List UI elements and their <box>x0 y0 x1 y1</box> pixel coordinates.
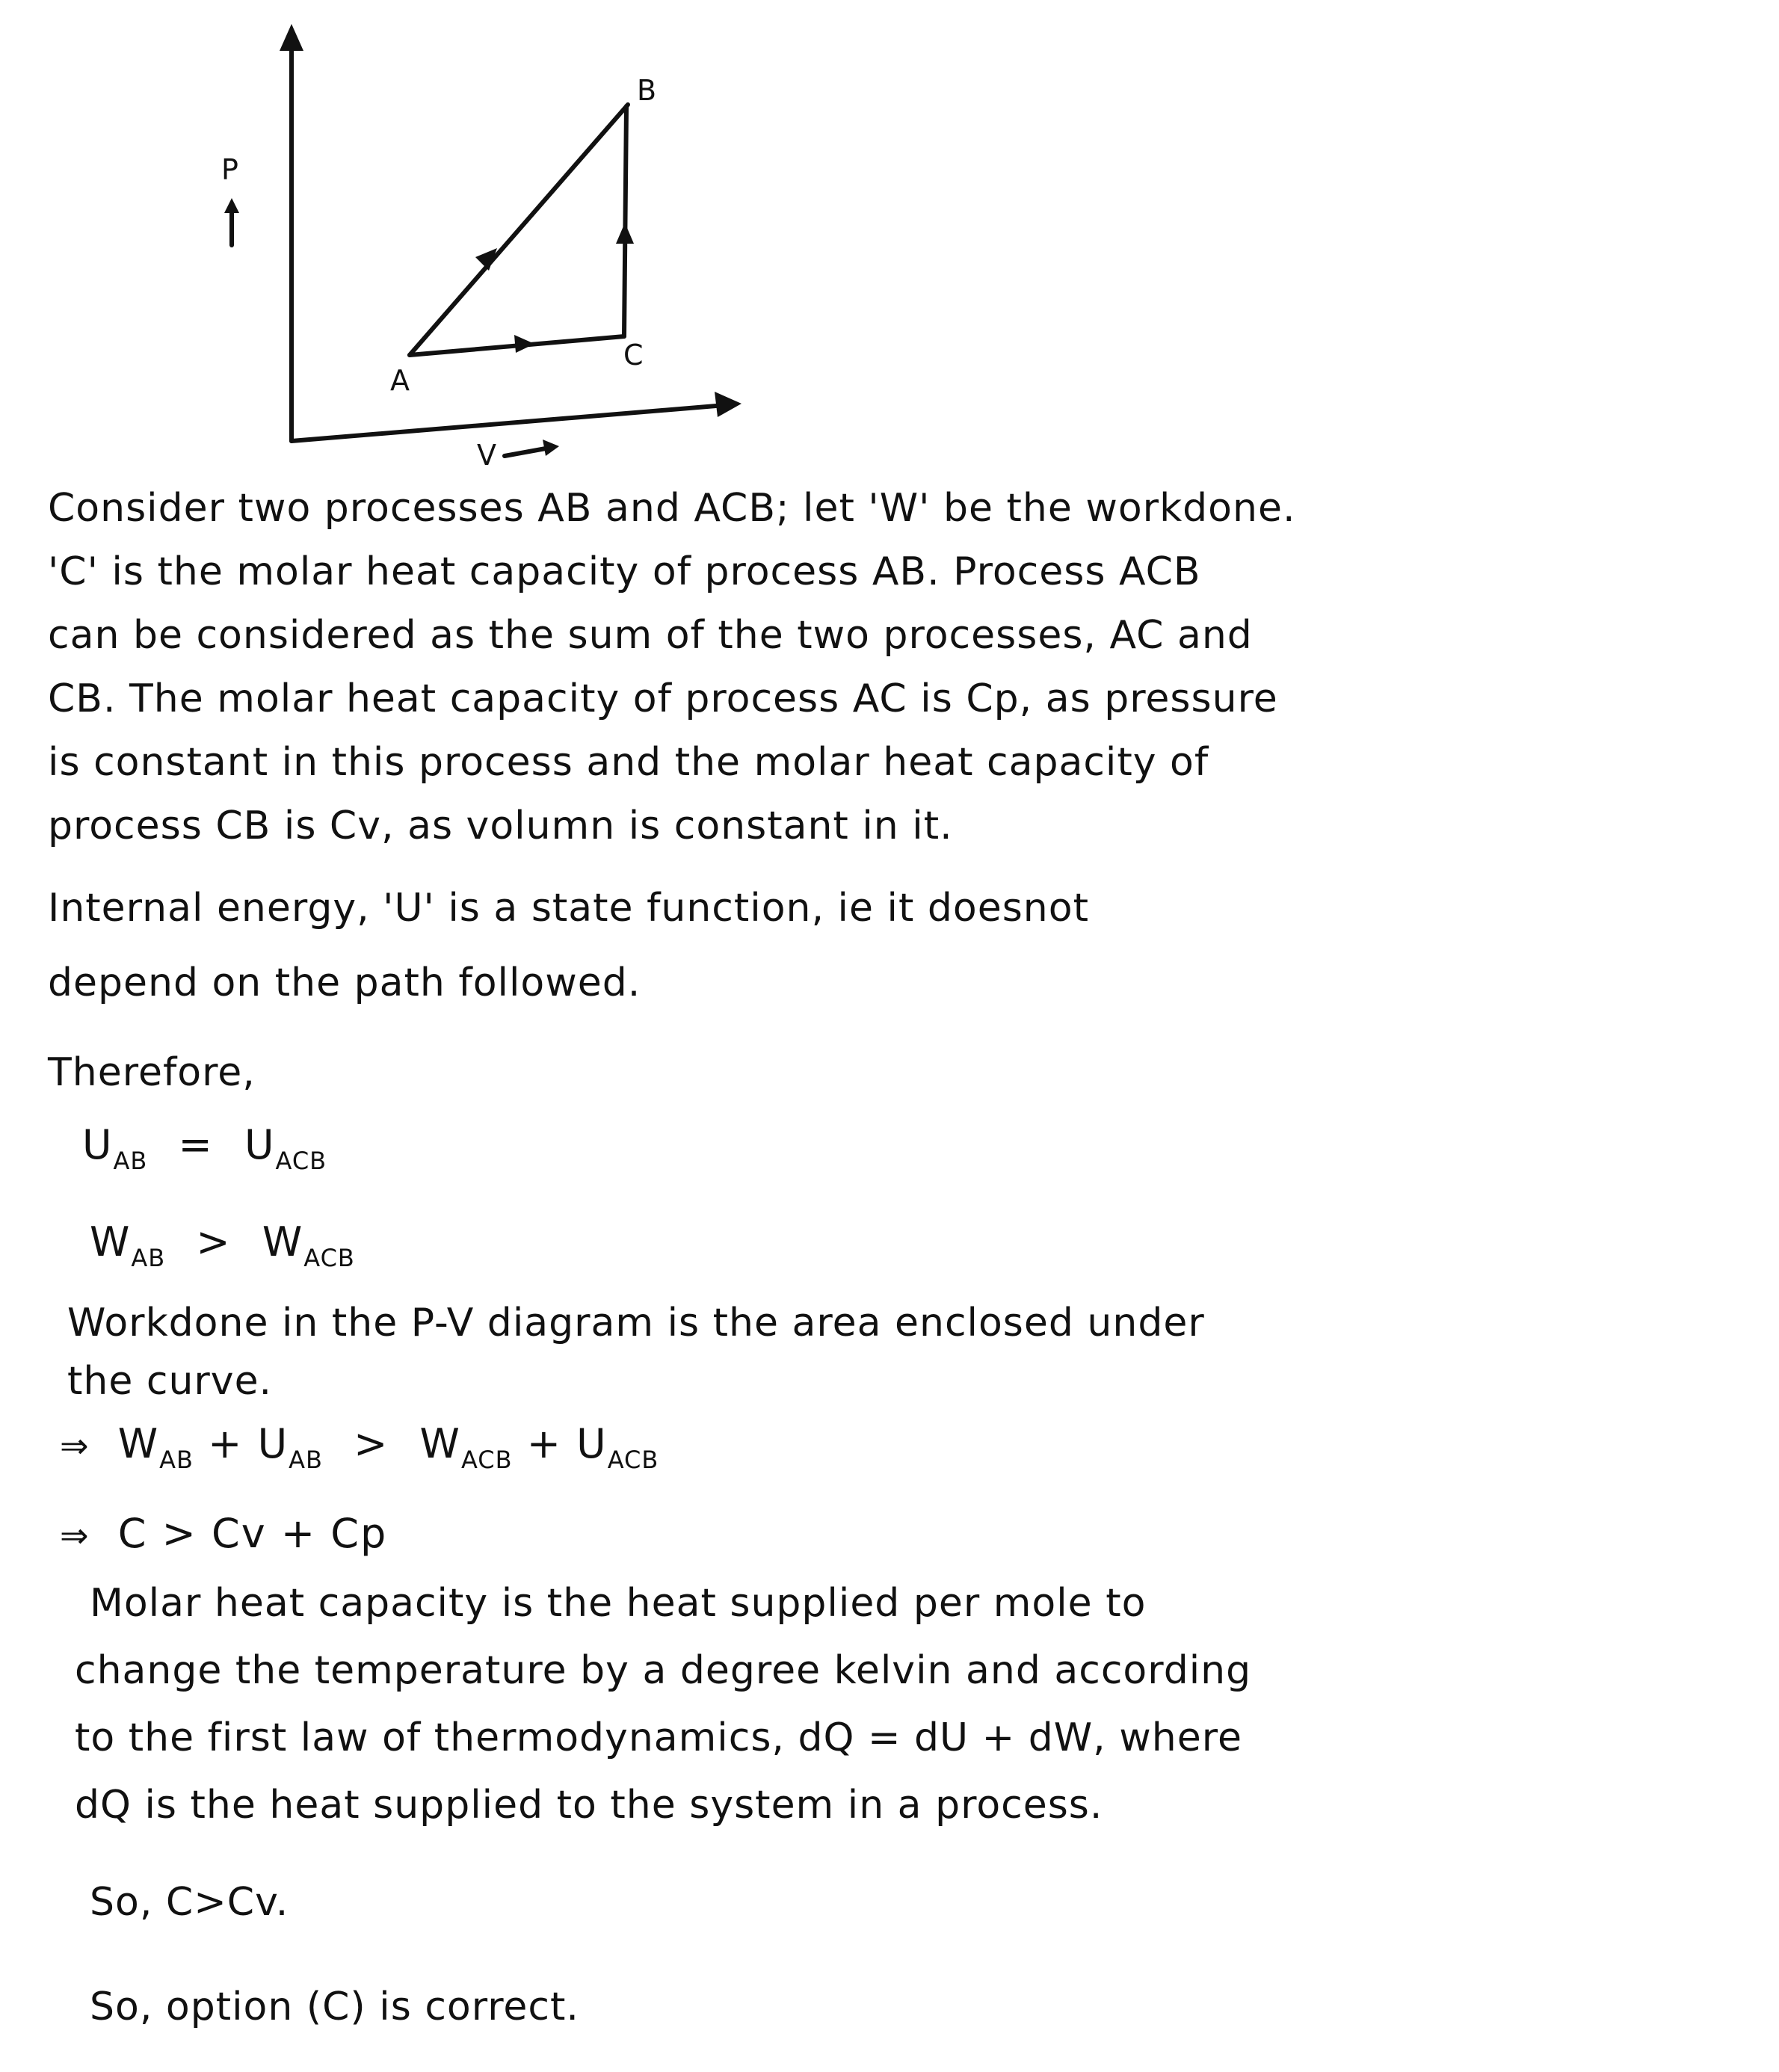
paragraph-4-line-2: change the temperature by a degree kelvin and according <box>75 1648 1252 1693</box>
v-arrow-shaft <box>505 448 546 456</box>
path-cb <box>624 106 626 336</box>
eq1-operator: = <box>178 1121 214 1168</box>
paragraph-1-line-5: is constant in this process and the molar heat capacity of <box>48 740 1209 785</box>
point-label-b: B <box>637 74 657 107</box>
equation-heat-capacity <box>60 1510 387 1559</box>
equation-sum-comparison <box>60 1420 659 1473</box>
paragraph-3-line-2: the curve. <box>67 1359 273 1404</box>
eq3-operator: > <box>354 1420 389 1467</box>
volume-axis-arrowhead <box>715 392 741 417</box>
point-label-c: C <box>623 339 644 371</box>
equation-work-comparison <box>90 1218 355 1271</box>
eq2-lhs: W <box>90 1218 132 1265</box>
axis-label-p: P <box>221 153 238 186</box>
paragraph-4-line-3: to the first law of thermodynamics, dQ = dU + dW, where <box>75 1715 1242 1760</box>
paragraph-1-line-3: can be considered as the sum of the two processes, AC and <box>48 613 1253 658</box>
eq2-lhs-subscript: AB <box>131 1244 166 1272</box>
eq3-term-2: U <box>257 1420 289 1467</box>
eq3-term-4: U <box>576 1420 608 1467</box>
eq3-term-3: W <box>419 1420 461 1467</box>
eq1-lhs-subscript: AB <box>113 1147 148 1175</box>
paragraph-4-line-1: Molar heat capacity is the heat supplied per mole to <box>90 1581 1147 1626</box>
eq3-term-1-subscript: AB <box>159 1446 194 1474</box>
eq3-term-3-subscript: ACB <box>460 1446 513 1474</box>
p-arrow-head <box>224 198 239 213</box>
paragraph-1-line-1: Consider two processes AB and ACB; let 'W' be the workdone. <box>48 486 1296 531</box>
eq4-expression: C > Cv + Cp <box>117 1510 388 1557</box>
therefore-label: Therefore, <box>48 1050 256 1095</box>
paragraph-4-line-4: dQ is the heat supplied to the system in a process. <box>75 1783 1103 1828</box>
eq1-rhs: U <box>244 1121 276 1168</box>
eq1-lhs: U <box>82 1121 114 1168</box>
implies-arrow-icon: ⇒ <box>60 1515 90 1555</box>
eq2-rhs-subscript: ACB <box>303 1244 355 1272</box>
paragraph-2-line-2: depend on the path followed. <box>48 961 641 1005</box>
path-cb-arrow <box>616 223 634 244</box>
path-ab <box>410 105 628 355</box>
paragraph-3-line-1: Workdone in the P-V diagram is the area enclosed under <box>67 1301 1205 1345</box>
axis-label-v: V <box>477 439 496 472</box>
eq3-term-2-subscript: AB <box>289 1446 323 1474</box>
implies-arrow-icon: ⇒ <box>60 1425 90 1466</box>
paragraph-2-line-1: Internal energy, 'U' is a state function, ie it doesnot <box>48 886 1089 931</box>
eq1-rhs-subscript: ACB <box>275 1147 327 1175</box>
eq3-term-1: W <box>117 1420 160 1467</box>
eq3-term-4-subscript: ACB <box>607 1446 659 1474</box>
pv-diagram <box>179 7 852 486</box>
eq3-plus-2: + <box>526 1420 562 1467</box>
equation-internal-energy <box>82 1121 327 1174</box>
eq3-plus-1: + <box>208 1420 244 1467</box>
pressure-axis-arrowhead <box>280 24 303 51</box>
point-label-a: A <box>390 364 410 397</box>
paragraph-1-line-2: 'C' is the molar heat capacity of process AB. Process ACB <box>48 549 1201 594</box>
paragraph-1-line-6: process CB is Cv, as volumn is constant in it. <box>48 804 953 848</box>
paragraph-1-line-4: CB. The molar heat capacity of process AC is Cp, as pressure <box>48 676 1278 721</box>
eq2-rhs: W <box>262 1218 304 1265</box>
v-arrow-head <box>543 440 559 456</box>
path-ac-arrow <box>514 335 534 353</box>
conclusion-line-2: So, option (C) is correct. <box>90 1985 579 2029</box>
eq2-operator: > <box>196 1218 232 1265</box>
volume-axis <box>292 405 725 441</box>
conclusion-line-1: So, C>Cv. <box>90 1880 289 1925</box>
